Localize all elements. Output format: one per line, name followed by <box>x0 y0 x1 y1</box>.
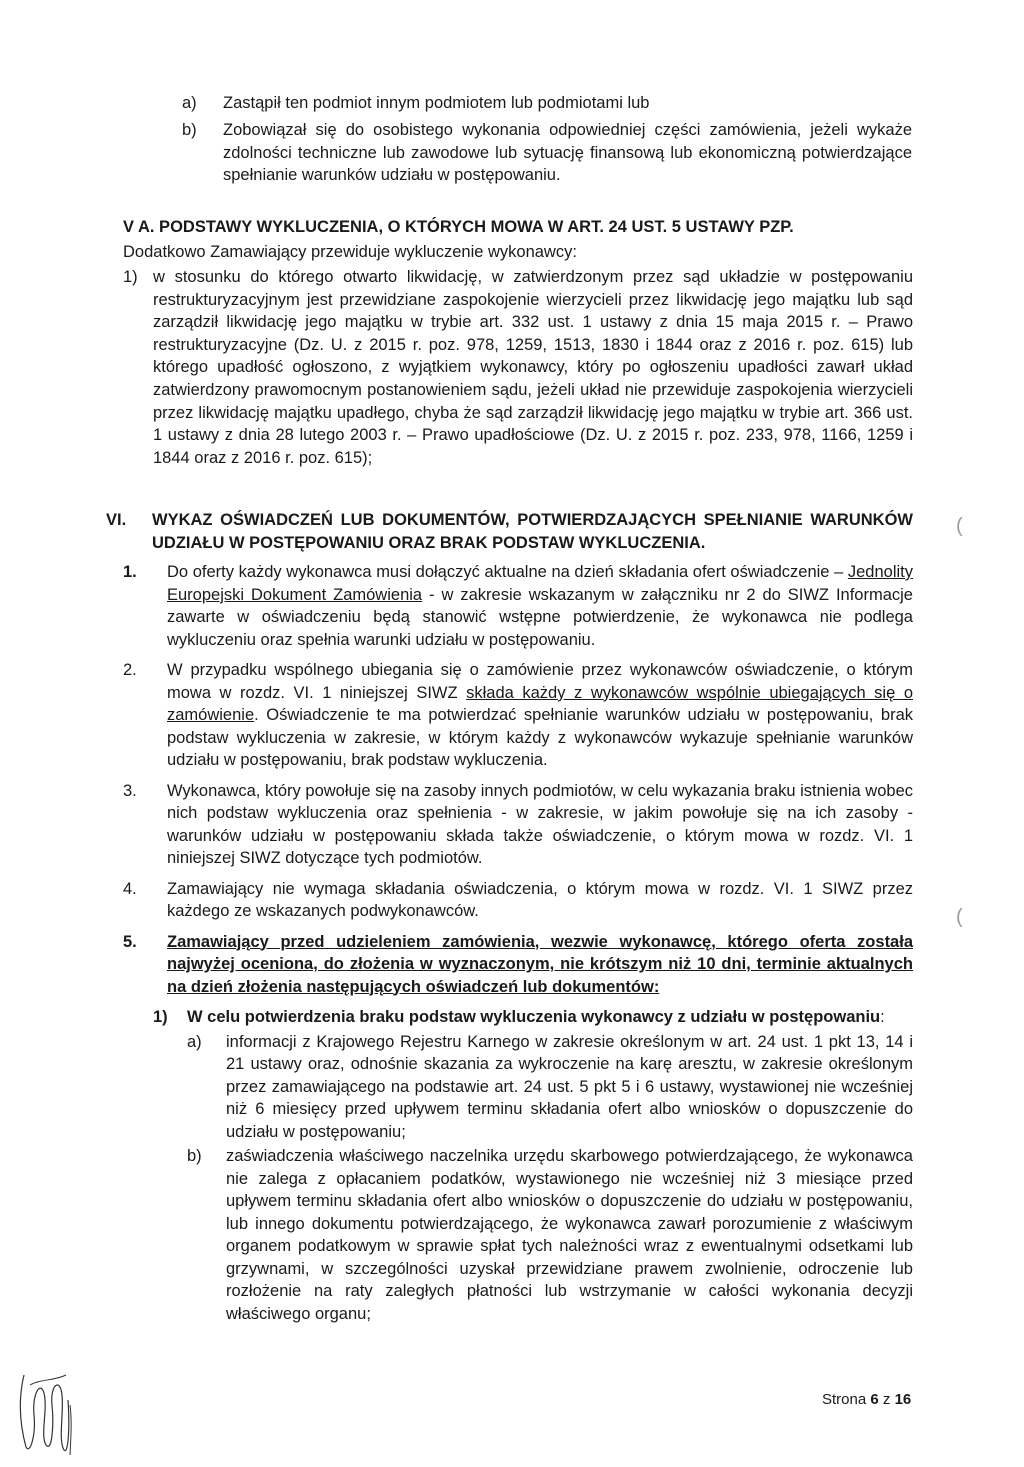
section-vi-number: VI. <box>106 511 127 529</box>
section-va-intro: Dodatkowo Zamawiający przewiduje wykluczenie wykonawcy: <box>123 243 577 261</box>
list-label: 4. <box>123 879 137 898</box>
list-label: 5. <box>123 932 137 951</box>
item-text: informacji z Krajowego Rejestru Karnego w zakresie określonym w art. 24 ust. 1 pkt 13, 14 i 21 ustawy oraz, odnośnie skazania za wykroczenie na karę aresztu, w zakresie określonym przez zamawiającego na podstawie art. 24 ust. 5 pkt 5 i 6 ustawy, wystawionej nie wcześniej niż 6 miesięcy przed upływem terminu składania ofert albo wniosków o dopuszczenie do udziału w postępowaniu; <box>226 1032 913 1141</box>
sub-sub-item-b <box>187 1145 913 1325</box>
list-label: b) <box>182 121 197 139</box>
item-text: . Oświadczenie te ma potwierdzać spełnianie warunków udziału w postępowaniu, brak podstaw wykluczenia w zakresie, w którym każdy z wykonawców wykazuje spełnianie warunków udziału w postępowaniu, brak podstaw wykluczenia. <box>167 706 913 769</box>
item-text: - w zakresie wskazanym w załączniku nr 2 do SIWZ Informacje zawarte w oświadczeniu będą stanowić wstępne potwierdzenie, że wykonawca nie podlega wykluczeniu oraz spełnia warunki udziału w postępowaniu. <box>167 585 913 649</box>
top-list <box>182 92 912 187</box>
item-text: Wykonawca, który powołuje się na zasoby innych podmiotów, w celu wykazania braku istnienia wobec nich podstaw wykluczenia oraz spełnienia - w zakresie, w jakim powołuje się na ich zasoby - warunków udziału w postępowaniu składa także oświadczenie, o którym mowa w rozdz. VI. 1 niniejszej SIWZ dotyczące tych podmiotów. <box>167 781 913 867</box>
section-vi-item-4 <box>123 878 913 923</box>
page-number <box>822 1389 911 1412</box>
sub-item-title: W celu potwierdzenia braku podstaw wykluczenia wykonawcy z udziału w postępowaniu <box>187 1008 881 1026</box>
page-total: 16 <box>894 1391 912 1408</box>
section-vi-item-5 <box>123 931 913 1326</box>
list-label: a) <box>187 1032 202 1051</box>
page-number-prefix: Strona <box>822 1391 871 1408</box>
list-text: Zobowiązał się do osobistego wykonania odpowiedniej części zamówienia, jeżeli wykaże zdolności techniczne lub zawodowe lub sytuację finansową lub ekonomiczną potwierdzające spełnianie warunków udziału w postępowaniu. <box>223 121 912 184</box>
list-label: 1) <box>123 268 138 286</box>
section-va-item-1 <box>123 266 913 469</box>
list-item-a <box>182 92 912 115</box>
jedz-link[interactable]: Jednolity Europejski Dokument Zamówienia <box>167 563 913 604</box>
item-text: W przypadku wspólnego ubiegania się o zamówienie przez wykonawców oświadczenie, o którym mowa w rozdz. VI. 1 niniejszej SIWZ <box>167 661 913 702</box>
page-number-sep: z <box>878 1391 895 1408</box>
list-label: 1) <box>153 1008 168 1026</box>
list-label: 3. <box>123 781 137 800</box>
list-text: w stosunku do którego otwarto likwidację, w zatwierdzonym przez sąd układzie w postępowaniu restrukturyzacyjnym jest przewidziane zaspokojenie wierzycieli przez likwidację jego majątku lub sąd zarządził likwidację jego majątku w trybie art. 332 ust. 1 ustawy z dnia 15 maja 2015 r. – Prawo restrukturyzacyjne (Dz. U. z 2015 r. poz. 978, 1259, 1513, 1830 i 1844 oraz z 2016 r. poz. 615) lub którego upadłość ogłoszono, z wyjątkiem wykonawcy, który po ogłoszeniu upadłości zawarł układ zatwierdzony prawomocnym postanowieniem sądu, jeżeli układ nie przewiduje zaspokojenia wierzycieli przez likwidację majątku upadłego, chyba że sąd zarządził likwidację jego majątku w trybie art. 366 ust. 1 ustawy z dnia 28 lutego 2003 r. – Prawo upadłościowe (Dz. U. z 2015 r. poz. 233, 978, 1166, 1259 i 1844 oraz z 2016 r. poz. 615); <box>153 268 913 467</box>
section-vi-title: WYKAZ OŚWIADCZEŃ LUB DOKUMENTÓW, POTWIERDZAJĄCYCH SPEŁNIANIE WARUNKÓW UDZIAŁU W POSTĘPOWANIU ORAZ BRAK PODSTAW WYKLUCZENIA. <box>152 511 913 552</box>
section-va-title: V A. PODSTAWY WYKLUCZENIA, O KTÓRYCH MOWA W ART. 24 UST. 5 USTAWY PZP. <box>123 218 794 236</box>
signature-icon <box>10 1355 90 1460</box>
item-text: zaświadczenia właściwego naczelnika urzędu skarbowego potwierdzającego, że wykonawca nie zalega z opłacaniem podatków, wystawionego nie wcześniej niż 3 miesiące przed upływem terminu składania ofert albo wniosków o dopuszczenie do udziału w postępowaniu, lub innego dokumentu potwierdzającego, że wykonawca zawarł porozumienie z właściwym organem podatkowym w sprawie spłat tych należności wraz z ewentualnymi odsetkami lub grzywnami, w szczególności uzyskał przewidziane prawem zwolnienie, odroczenie lub rozłożenie na raty zaległych płatności lub wstrzymanie w całości wykonania decyzji właściwego organu; <box>226 1147 913 1323</box>
item-text: Do oferty każdy wykonawca musi dołączyć aktualne na dzień składania ofert oświadczenie – <box>167 563 848 581</box>
underlined-text: składa każdy z wykonawców wspólnie ubiegających się o zamówienie <box>167 683 913 724</box>
item-text: Zamawiający nie wymaga składania oświadczenia, o którym mowa w rozdz. VI. 1 SIWZ przez każdego ze wskazanych podwykonawców. <box>167 879 913 920</box>
list-label: 2. <box>123 661 137 679</box>
margin-mark: ( <box>956 906 963 928</box>
list-item-b <box>182 119 912 187</box>
section-vi-item-2 <box>123 659 913 772</box>
list-text: Zastąpił ten podmiot innym podmiotem lub podmiotami lub <box>223 94 650 112</box>
sub-item-1 <box>153 1006 913 1325</box>
margin-mark: ( <box>956 515 963 537</box>
page-current: 6 <box>870 1391 879 1408</box>
list-label: a) <box>182 94 197 112</box>
item-text: Zamawiający przed udzieleniem zamówienia, wezwie wykonawcę, którego oferta została najwyżej oceniona, do złożenia w wyznaczonym, nie krótszym niż 10 dni, terminie aktualnych na dzień złożenia następujących oświadczeń lub dokumentów: <box>167 932 913 996</box>
list-label: 1. <box>123 563 137 581</box>
section-vi-list <box>123 561 913 1325</box>
sub-sub-item-a <box>187 1031 913 1144</box>
sub-item-colon: : <box>880 1008 885 1026</box>
section-vi-item-3 <box>123 780 913 870</box>
list-label: b) <box>187 1147 202 1165</box>
section-vi-item-1 <box>123 561 913 651</box>
